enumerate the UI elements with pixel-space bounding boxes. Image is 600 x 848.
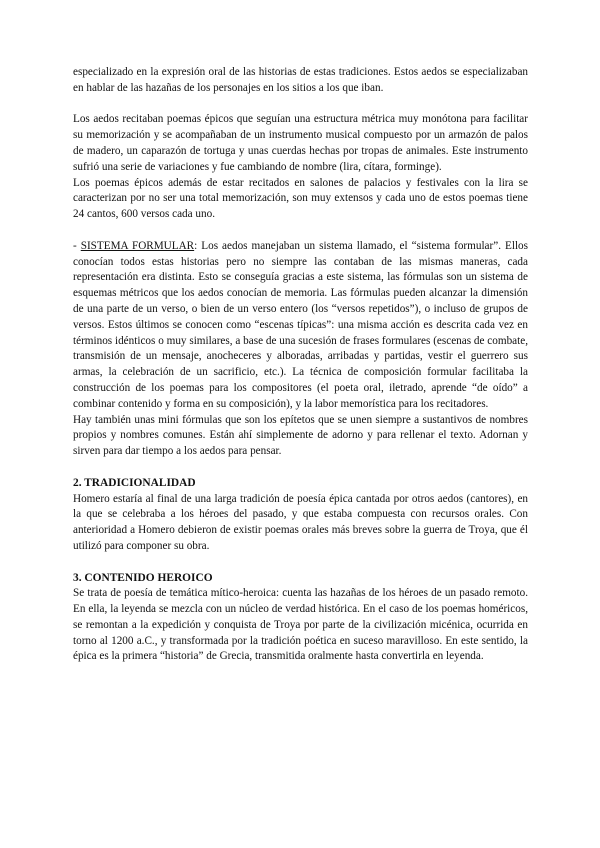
paragraph-sistema-formular <box>73 239 528 413</box>
sistema-formular-text: : Los aedos manejaban un sistema llamado, el “sistema formular”. Ellos conocían todos estas historias pero no siempre las contaban de las mismas maneras, cada representación era distinta. Esto se conseguía gracias a este sistema, las fórmulas son un sistema de esquemas métricos que los aedos conocían de memoria. Las fórmulas pueden alcanzar la dimensión de una parte de un verso, o bien de un verso entero (los “versos repetidos”), o incluso de grupos de versos. Estos últimos se conocen como “escenas típicas”: una misma acción es descrita cada vez en términos idénticos o muy similares, a base de una sucesión de frases formulares (escenas de combate, transmisión de un mensaje, anocheceres y alboradas, arribadas y partidas, vestir el guerrero sus armas, la celebración de un sacrificio, etc.). La técnica de composición formular facilitaba la construcción de los poemas para los compositores (el poeta oral, iletrado, aprende “de oído” a combinar contenido y forma en su composición), y la labor memorística para los recitadores. <box>73 239 529 410</box>
paragraph-epitetos: Hay también unas mini fórmulas que son los epítetos que se unen siempre a sustantivos de nombres propios y nombres comunes. Están ahí simplemente de adorno y para rellenar el texto. Adornan y sirven para dar tiempo a los aedos para pensar. <box>73 413 528 458</box>
heading-tradicionalidad: 2. TRADICIONALIDAD <box>73 476 196 489</box>
list-dash: - <box>73 239 81 252</box>
paragraph-aedos-especializados: especializado en la expresión oral de las historias de estas tradiciones. Estos aedos se especializaban en hablar de las hazañas de los personajes en los sitios a los que iban. <box>73 66 528 94</box>
paragraph-gap <box>73 460 528 476</box>
paragraph-tematica-heroica: Se trata de poesía de temática mítico-heroica: cuenta las hazañas de los héroes de un pasado remoto. En ella, la leyenda se mezcla con un núcleo de verdad histórica. En el caso de los poemas homéricos, se remontan a la expedición y conquista de Troya por parte de la civilización micénica, ocurrida en torno al 1200 a.C., y transformada por la tradición poética en suceso maravilloso. En este sentido, la épica es la primera “historia” de Grecia, transmitida oralmente hasta convertirla en leyenda. <box>73 587 528 663</box>
paragraph-gap <box>73 555 528 571</box>
paragraph-poemas-epicos: Los poemas épicos además de estar recitados en salones de palacios y festivales con la lira se caracterizan por no ser una total memorización, son muy extensos y cada uno de estos poemas tiene 24 cantos, 600 versos cada uno. <box>73 176 528 221</box>
document-page <box>73 65 528 665</box>
paragraph-homero-tradicion: Homero estaría al final de una larga tradición de poesía épica cantada por otros aedos (cantores), en la que se celebraba a los héroes del pasado, y que estaba compuesta con recursos orales. Con anterioridad a Homero debieron de existir poemas orales más breves sobre la guerra de Troya, que él utilizó para componer su obra. <box>73 492 528 552</box>
paragraph-gap <box>73 223 528 239</box>
paragraph-aedos-recitaban: Los aedos recitaban poemas épicos que seguían una estructura métrica muy monótona para facilitar su memorización y se acompañaban de un instrumento musical compuesto por un armazón de palos de madero, un caparazón de tortuga y unas cuerdas hechas por tropas de animales. Este instrumento sufrió una serie de variaciones y fue cambiando de nombre (lira, cítara, forminge). <box>73 113 528 173</box>
heading-contenido-heroico: 3. CONTENIDO HEROICO <box>73 571 213 584</box>
paragraph-gap <box>73 97 528 113</box>
term-sistema-formular: SISTEMA FORMULAR <box>80 239 195 252</box>
